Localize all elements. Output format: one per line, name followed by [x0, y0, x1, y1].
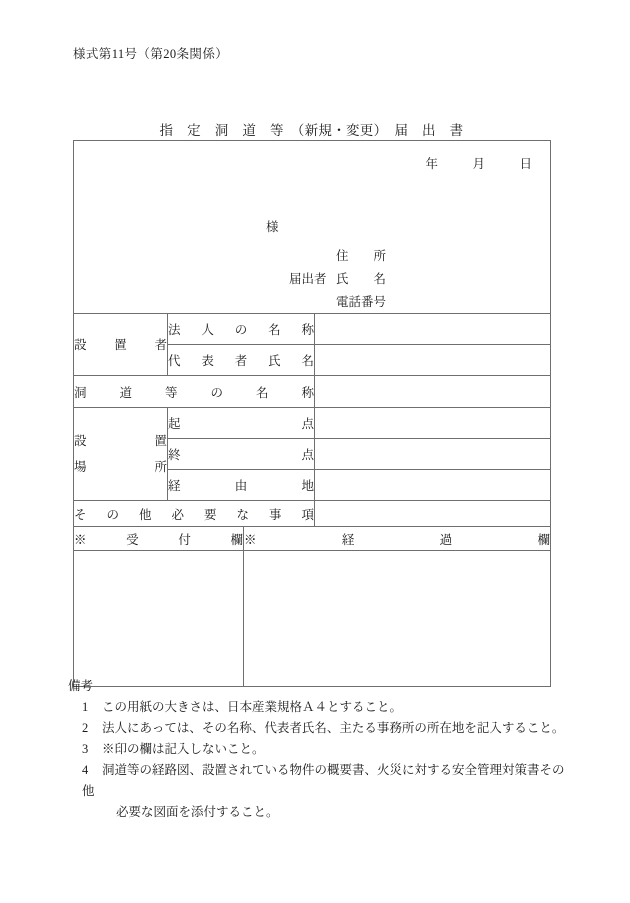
label-representative-name-text: 代表者氏名	[168, 354, 314, 368]
remarks-item-3-number: 3	[82, 742, 89, 756]
remarks-item-4-text: 洞道等の経路図、設置されている物件の概要書、火災に対する安全管理対策書その他	[82, 763, 565, 798]
table-row-office-use-blanks	[74, 551, 551, 687]
date-line	[425, 154, 532, 172]
label-installer	[74, 314, 168, 376]
label-corporate-name-text: 法人の名称	[168, 323, 314, 337]
form-number: 様式第11号（第20条関係）	[73, 47, 229, 61]
input-corporate-name[interactable]	[315, 314, 551, 345]
remarks-item-4-continuation: 必要な図面を添付すること。	[116, 805, 279, 819]
date-month-label: 月	[472, 157, 485, 171]
submitter-name-label: 氏 名	[336, 272, 387, 286]
remarks-section	[68, 676, 568, 823]
remarks-item-3	[68, 739, 568, 760]
table-row-header	[74, 141, 551, 314]
label-end-point	[168, 439, 315, 470]
remarks-item-3-text: ※印の欄は記入しないこと。	[102, 742, 265, 756]
table-row-installer-corporate-name	[74, 314, 551, 345]
label-location-line2: 場 所	[74, 460, 167, 474]
remarks-item-2-number: 2	[82, 721, 89, 735]
label-via-point-text: 経 由 地	[168, 479, 314, 493]
label-location	[74, 408, 168, 501]
label-reception-column	[74, 527, 244, 551]
input-via-point[interactable]	[315, 470, 551, 501]
input-representative-name[interactable]	[315, 345, 551, 376]
label-end-point-text: 終 点	[168, 448, 314, 462]
remarks-title: 備考	[68, 679, 94, 693]
submitter-name-row	[289, 268, 386, 291]
date-year-label: 年	[425, 157, 438, 171]
submitter-block	[289, 245, 386, 314]
input-other-matters[interactable]	[315, 501, 551, 527]
table-row-tunnel-name	[74, 376, 551, 408]
input-start-point[interactable]	[315, 408, 551, 439]
label-location-line1: 設 置	[74, 434, 167, 448]
notification-form-table	[73, 140, 551, 687]
submitter-address-label: 住 所	[336, 249, 387, 263]
remarks-item-4-number: 4	[82, 763, 89, 777]
label-progress-column	[244, 527, 551, 551]
date-day-label: 日	[519, 157, 532, 171]
remarks-item-1	[68, 697, 568, 718]
addressee-honorific: 様	[266, 220, 279, 234]
table-row-other-matters	[74, 501, 551, 527]
remarks-item-1-number: 1	[82, 700, 89, 714]
document-title: 指 定 洞 道 等 （新規・変更） 届 出 書	[159, 123, 464, 138]
submitter-tag: 届出者	[289, 272, 327, 286]
submitter-phone-row	[289, 291, 386, 314]
remarks-item-1-text: この用紙の大きさは、日本産業規格Ａ４とすること。	[102, 700, 403, 714]
header-block-cell	[74, 141, 551, 314]
label-via-point	[168, 470, 315, 501]
remarks-item-2-text: 法人にあっては、その名称、代表者氏名、主たる事務所の所在地を記入すること。	[102, 721, 565, 735]
input-progress-area[interactable]	[244, 551, 551, 687]
label-tunnel-name	[74, 376, 315, 408]
table-row-start-point	[74, 408, 551, 439]
input-reception-area[interactable]	[74, 551, 244, 687]
label-other-matters-text: その他必要な事項	[74, 507, 314, 522]
remarks-item-4	[68, 760, 568, 823]
submitter-address-row	[289, 245, 386, 268]
submitter-phone-label: 電話番号	[336, 295, 387, 309]
label-corporate-name	[168, 314, 315, 345]
input-end-point[interactable]	[315, 439, 551, 470]
label-start-point-text: 起 点	[168, 417, 314, 431]
remarks-item-2	[68, 718, 568, 739]
label-start-point	[168, 408, 315, 439]
label-representative-name	[168, 345, 315, 376]
label-progress-column-text: ※ 経 過 欄	[244, 532, 550, 547]
label-other-matters	[74, 501, 315, 527]
table-row-office-use-headers	[74, 527, 551, 551]
label-installer-text: 設 置 者	[74, 337, 167, 352]
label-reception-column-text: ※ 受 付 欄	[74, 532, 243, 547]
input-tunnel-name[interactable]	[315, 376, 551, 408]
label-tunnel-name-text: 洞道等の名称	[74, 385, 314, 400]
